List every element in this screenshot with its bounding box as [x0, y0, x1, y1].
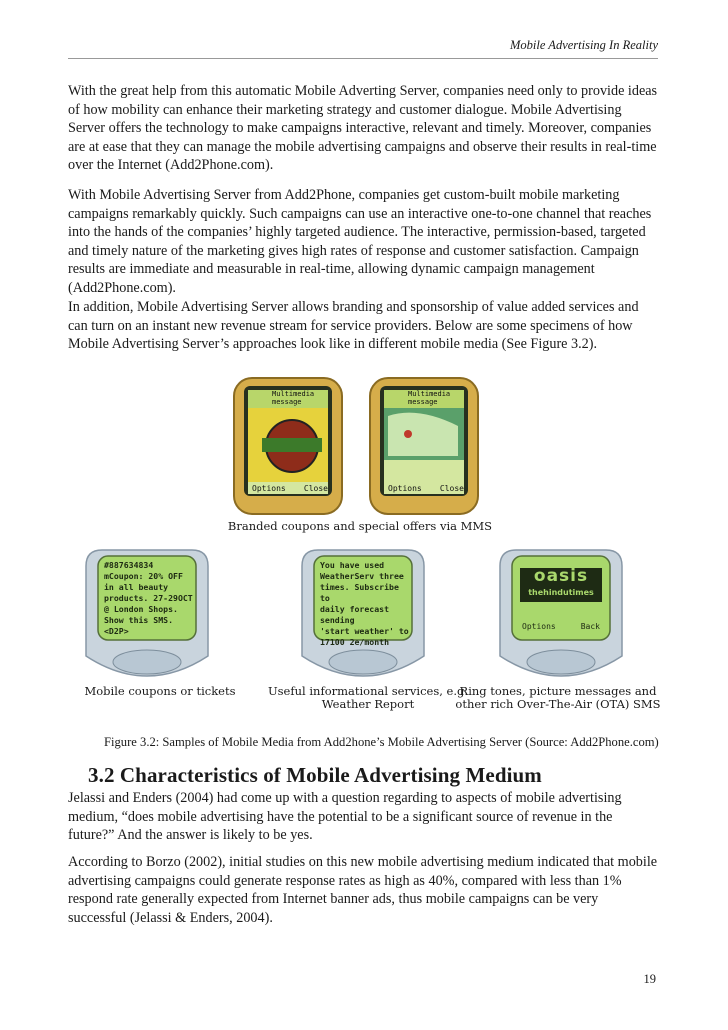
running-header: Mobile Advertising In Reality: [510, 38, 658, 52]
label-mms: Branded coupons and special offers via MMS: [227, 519, 493, 533]
mms-phone-map: [368, 376, 480, 516]
label-ota-1: Ring tones, picture messages and: [459, 684, 657, 698]
header-rule: [68, 58, 658, 59]
sms1-line: #887634834: [104, 560, 154, 570]
label-ota-2: other rich Over-The-Air (OTA) SMS: [455, 697, 661, 711]
mms2-title: Multimedia message: [408, 390, 451, 406]
paragraph-3: In addition, Mobile Advertising Server allows branding and sponsorship of value added services and can turn on an instant new revenue stream for service providers. Below are some specimens of how Mobile Advertising Server’s approaches look like in different mobile media (See Figure 3.2).: [68, 299, 639, 353]
sms-phone-ota: [494, 546, 628, 686]
paragraph-1: With the great help from this automatic Mobile Adverting Server, companies need only to provide ideas of how mobility can enhance their marketing strategy and customer dialogue. Mobile Advertising Server offers the technology to make campaigns interactive, relevant and timely. Moreover, companies are at ease that they can manage the mobile advertising campaigns and observe their results in real-time over the Internet (Add2Phone.com).: [68, 83, 658, 174]
mms2-close-softkey[interactable]: Close: [439, 484, 464, 493]
section-heading: 3.2 Characteristics of Mobile Advertising Medium: [88, 763, 542, 787]
mms1-title: Multimedia message: [272, 390, 315, 406]
label-info-services-2: Weather Report: [321, 697, 415, 711]
sms3-back-softkey[interactable]: Back: [580, 622, 600, 631]
sms1-line: in all beauty: [104, 582, 169, 592]
sms-phone-weather: [296, 546, 430, 686]
mms1-options-softkey[interactable]: Options: [252, 484, 286, 493]
sms1-line: mCoupon: 20% OFF: [104, 571, 183, 581]
sms2-line: times. Subscribe to: [320, 582, 399, 603]
mms1-close-softkey[interactable]: Close: [303, 484, 328, 493]
paragraph-2: With Mobile Advertising Server from Add2Phone, companies get custom-built mobile marketing campaigns remarkably quickly. Such campaigns can use an interactive one-to-one channel that reaches into the hands of the companies’ highly targeted audience. The interactive, permission-based, targeted and timely nature of the marketing gives high rates of response and customer satisfaction. Campaign results are immediate and measurable in real-time, allowing dynamic campaign management (Add2Phone.com).: [68, 187, 652, 296]
mms-phone-coupon: [232, 376, 344, 516]
figure-caption: Figure 3.2: Samples of Mobile Media from Add2hone’s Mobile Advertising Server (Source: Add2Phone.com): [104, 735, 659, 749]
sms1-line: products. 27-29OCT: [104, 593, 193, 603]
sms2-text: [320, 560, 410, 648]
sms1-line: @ London Shops.: [104, 604, 178, 614]
paragraph-5: According to Borzo (2002), initial studies on this new mobile advertising medium indicated that mobile advertising campaigns could generate response rates as high as 40%, compared with less than 1% respond rate generally expected from Internet banner ads, thus mobile campaigns can be very successful (Jelassi & Enders, 2004).: [68, 854, 658, 926]
page-number: 19: [643, 972, 656, 986]
sms-phone-coupon: [80, 546, 214, 686]
sms2-line: daily forecast sending: [320, 604, 390, 625]
sms1-line: Show this SMS.<D2P>: [104, 615, 174, 636]
sms2-line: WeatherServ three: [320, 571, 404, 581]
sms3-brand: oasis: [533, 566, 589, 586]
sms3-sub: thehindutimes: [528, 588, 594, 597]
sms1-text: [104, 560, 194, 637]
label-info-services-1: Useful informational services, e.g.: [267, 684, 469, 698]
label-coupons: Mobile coupons or tickets: [84, 684, 236, 698]
sms3-options-softkey[interactable]: Options: [522, 622, 556, 631]
mms2-options-softkey[interactable]: Options: [388, 484, 422, 493]
sms2-line: You have used: [320, 560, 385, 570]
paragraph-4: Jelassi and Enders (2004) had come up with a question regarding to aspects of mobile advertising medium, “does mobile advertising have the potential to be a significant source of revenue in the future?” And the answer is likely to be yes.: [68, 790, 622, 844]
sms2-line: 'start weather' to: [320, 626, 409, 636]
sms2-line: 17100 2e/month: [320, 637, 390, 647]
